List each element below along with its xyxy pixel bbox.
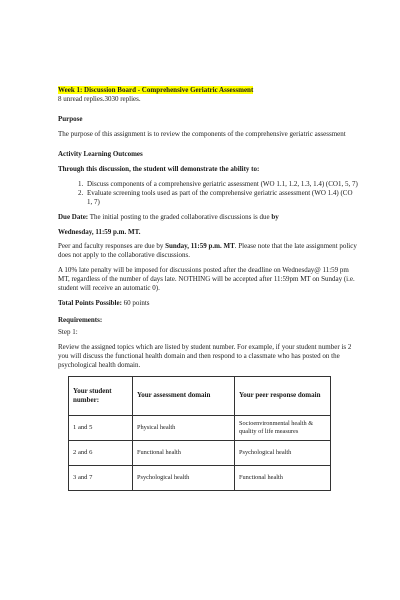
- outcomes-heading: Activity Learning Outcomes: [58, 149, 143, 158]
- table-cell: 3 and 7: [69, 465, 133, 490]
- peer-response-note: [58, 242, 358, 260]
- table-cell: Socioenvironmental health & quality of life measures: [235, 415, 331, 440]
- peer-text-before: Peer and faculty responses are due by: [58, 242, 166, 251]
- outcome-item: 2. Evaluate screening tools used as part of the comprehensive geriatric assessment (WO 1.4) (CO 1, 7): [85, 189, 358, 207]
- outcomes-list: [58, 180, 358, 207]
- total-points: [58, 299, 358, 308]
- table-row: [69, 440, 331, 465]
- table-cell: Psychological health: [235, 440, 331, 465]
- unread-replies[interactable]: 8 unread replies.: [58, 94, 105, 103]
- due-date-text: The initial posting to the graded collaborative discussions is due: [88, 212, 272, 221]
- table-row: [69, 465, 331, 490]
- post-title-line: [58, 86, 358, 95]
- due-date-label: Due Date:: [58, 212, 89, 221]
- table-header-row: [69, 376, 331, 415]
- late-policy: A 10% late penalty will be imposed for discussions posted after the deadline on Wednesday@ 11:59 pm MT, regardless of the number of days late. NOTHING will be accepted after 11:59pm MT on Sunday (i.e. student will receive an automatic 0).: [58, 266, 355, 293]
- table-header: Your assessment domain: [133, 376, 235, 415]
- table-row: [69, 415, 331, 440]
- peer-text-after: . Please note that the late assignment policy does not apply to the collaborative discussions.: [58, 242, 357, 260]
- outcome-item: 1. Discuss components of a comprehensive geriatric assessment (WO 1.1, 1.2, 1.3, 1.4) (CO1, 5, 7): [85, 180, 358, 189]
- requirements-text: Review the assigned topics which are listed by student number. For example, if your student number is 2 you will discuss the functional health domain and then respond to a classmate who has posted on the psychological health domain.: [58, 343, 352, 370]
- requirements-step: Step 1:: [58, 328, 78, 337]
- peer-deadline: Sunday, 11:59 p.m. MT: [165, 242, 235, 251]
- table-cell: 1 and 5: [69, 415, 133, 440]
- discussion-post: [58, 86, 358, 491]
- purpose-heading: Purpose: [58, 114, 83, 123]
- table-header: Your peer response domain: [235, 376, 331, 415]
- due-deadline: Wednesday, 11:59 p.m. MT.: [58, 227, 141, 236]
- requirements-heading: Requirements:: [58, 316, 103, 325]
- outcomes-lead: Through this discussion, the student will demonstrate the ability to:: [58, 164, 260, 173]
- reply-count: 3030: [104, 94, 119, 103]
- purpose-text: The purpose of this assignment is to review the components of the comprehensive geriatric assessment: [58, 129, 346, 138]
- points-value: 60 points: [121, 299, 150, 308]
- table-cell: 2 and 6: [69, 440, 133, 465]
- post-title[interactable]: Week 1: Discussion Board - Comprehensive Geriatric Assessment: [58, 86, 254, 94]
- replies-suffix: replies.: [118, 94, 141, 103]
- reply-status: [58, 95, 358, 104]
- table-cell: Functional health: [235, 465, 331, 490]
- due-date-by: by: [271, 212, 279, 221]
- table-cell: Psychological health: [133, 465, 235, 490]
- student-domain-table: [68, 376, 331, 491]
- table-cell: Functional health: [133, 440, 235, 465]
- due-date: [58, 213, 358, 222]
- points-label: Total Points Possible:: [58, 299, 122, 308]
- table-cell: Physical health: [133, 415, 235, 440]
- table-header: Your student number:: [69, 376, 133, 415]
